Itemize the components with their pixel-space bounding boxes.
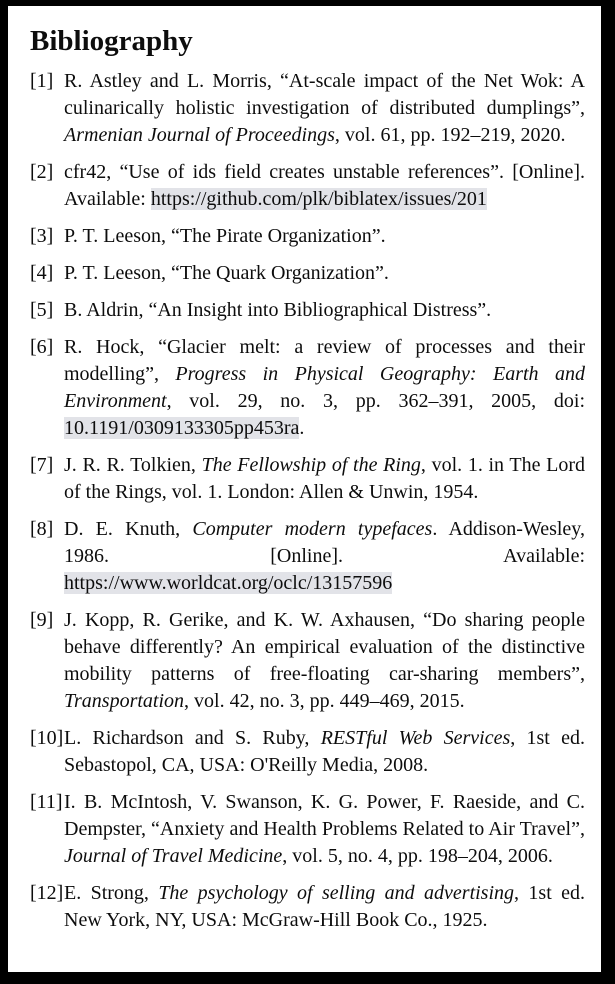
document-page <box>8 6 601 972</box>
reference-text <box>64 725 585 779</box>
reference-text <box>64 789 585 870</box>
reference-number: [7] <box>30 454 54 476</box>
reference-number: [6] <box>30 336 54 358</box>
reference-entry <box>30 68 585 149</box>
reference-text <box>64 159 585 213</box>
reference-entry <box>30 452 585 506</box>
reference-number: [1] <box>30 70 54 92</box>
reference-entry <box>30 880 585 934</box>
reference-title-italic: Progress in Physical Geography: Earth and Environment <box>64 363 585 412</box>
reference-text-segment: , vol. 42, no. 3, pp. 449–469, 2015. <box>184 690 465 712</box>
reference-text-segment: P. T. Leeson, “The Pirate Organization”. <box>64 225 386 247</box>
reference-title-italic: The psychology of selling and advertising <box>158 882 515 904</box>
reference-text-segment: cfr42, “Use of ids field creates unstable references”. [Online]. Available: <box>64 161 585 210</box>
reference-text <box>64 452 585 506</box>
reference-text-segment: P. T. Leeson, “The Quark Organization”. <box>64 262 389 284</box>
reference-title-italic: Transportation <box>64 690 185 712</box>
reference-link[interactable]: 10.1191/0309133305pp453ra <box>64 417 300 439</box>
reference-text-segment: E. Strong, <box>64 882 159 904</box>
reference-text-segment: , vol. 29, no. 3, pp. 362–391, 2005, doi: <box>166 390 585 412</box>
reference-entry <box>30 159 585 213</box>
reference-text <box>64 68 585 149</box>
reference-text-segment: J. R. R. Tolkien, <box>64 454 202 476</box>
reference-title-italic: RESTful Web Services <box>320 727 511 749</box>
reference-entry <box>30 297 585 324</box>
reference-text-segment: , vol. 5, no. 4, pp. 198–204, 2006. <box>282 845 553 867</box>
reference-number: [8] <box>30 518 54 540</box>
reference-text-segment: I. B. McIntosh, V. Swanson, K. G. Power, F. Raeside, and C. Dempster, “Anxiety and Health Problems Related to Air Travel”, <box>64 791 585 840</box>
reference-title-italic: Computer modern typefaces <box>192 518 433 540</box>
reference-text <box>64 334 585 442</box>
reference-number: [9] <box>30 609 54 631</box>
reference-text-segment: , vol. 1. in The Lord of the Rings, vol. 1. London: Allen & Unwin, 1954. <box>64 454 585 503</box>
reference-number: [4] <box>30 262 54 284</box>
reference-entry <box>30 260 585 287</box>
reference-link[interactable]: https://www.worldcat.org/oclc/13157596 <box>64 572 393 594</box>
reference-number: [3] <box>30 225 54 247</box>
reference-text-segment: R. Hock, “Glacier melt: a review of processes and their modelling”, <box>64 336 585 385</box>
reference-text-segment: D. E. Knuth, <box>64 518 193 540</box>
reference-number: [11] <box>30 791 63 813</box>
reference-text-segment: , vol. 61, pp. 192–219, 2020. <box>334 124 566 146</box>
reference-entry <box>30 334 585 442</box>
page-title: Bibliography <box>30 25 193 57</box>
reference-entry <box>30 789 585 870</box>
reference-text-segment: L. Richardson and S. Ruby, <box>64 727 321 749</box>
reference-text-segment: J. Kopp, R. Gerike, and K. W. Axhausen, “Do sharing people behave differently? An empirical evaluation of the distinctive mobility patterns of free-floating car-sharing members”, <box>64 609 585 685</box>
reference-title-italic: Journal of Travel Medicine <box>64 845 283 867</box>
reference-entry <box>30 223 585 250</box>
reference-text <box>64 607 585 715</box>
reference-number: [2] <box>30 161 54 183</box>
reference-text-segment: , 1st ed. New York, NY, USA: McGraw-Hill Book Co., 1925. <box>64 882 585 931</box>
reference-text <box>64 516 585 597</box>
reference-text-segment: , 1st ed. Sebastopol, CA, USA: O'Reilly Media, 2008. <box>64 727 586 776</box>
reference-text <box>64 260 585 287</box>
reference-text-segment: B. Aldrin, “An Insight into Bibliographical Distress”. <box>64 299 492 321</box>
reference-text-segment: R. Astley and L. Morris, “At-scale impact of the Net Wok: A culinarically holistic investigation of distributed dumplings”, <box>64 70 585 119</box>
reference-entry <box>30 607 585 715</box>
reference-text <box>64 297 585 324</box>
reference-text-segment: . Addison-Wesley, 1986. [Online]. Available: <box>64 518 585 567</box>
bibliography-list <box>30 68 585 934</box>
reference-text <box>64 880 585 934</box>
reference-number: [10] <box>30 727 64 749</box>
reference-number: [12] <box>30 882 64 904</box>
reference-title-italic: Armenian Journal of Proceedings <box>64 124 335 146</box>
reference-entry <box>30 516 585 597</box>
reference-title-italic: The Fellowship of the Ring <box>201 454 421 476</box>
reference-text-segment: . <box>299 417 305 439</box>
reference-text <box>64 223 585 250</box>
reference-entry <box>30 725 585 779</box>
reference-link[interactable]: https://github.com/plk/biblatex/issues/201 <box>150 188 487 210</box>
reference-number: [5] <box>30 299 54 321</box>
